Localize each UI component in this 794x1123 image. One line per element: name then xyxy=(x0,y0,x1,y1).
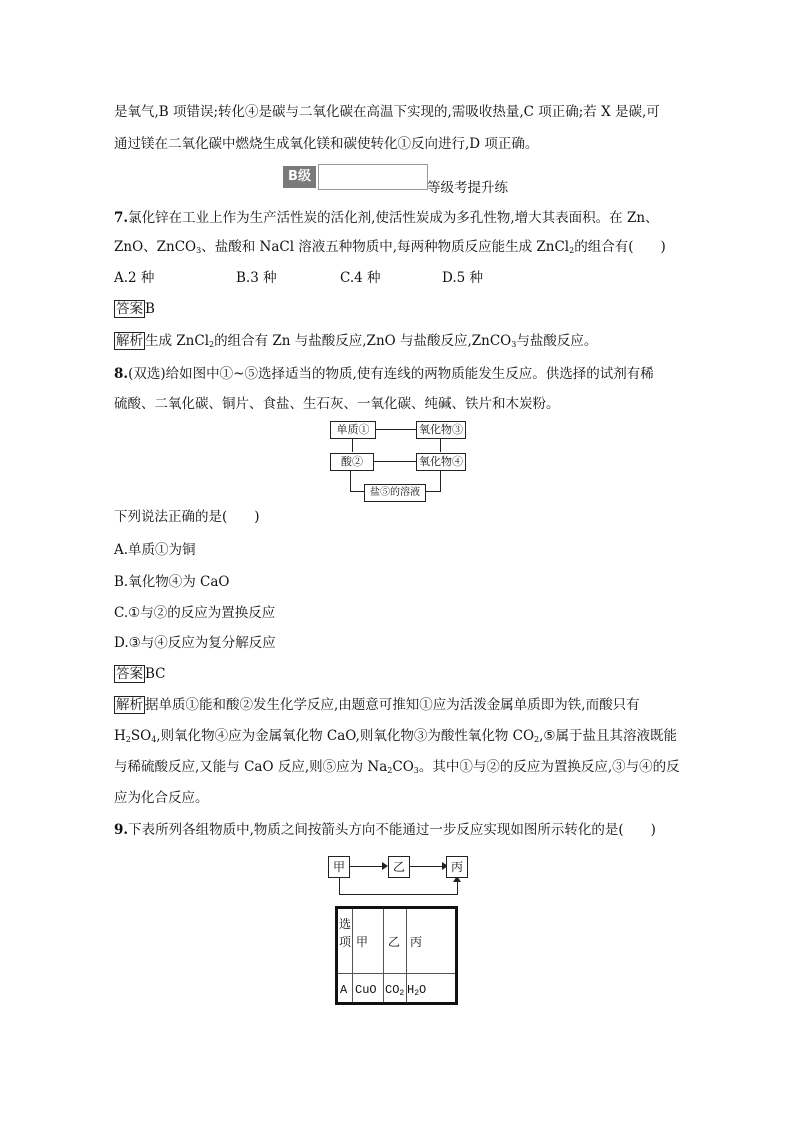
q8-answer: BC xyxy=(145,666,166,682)
table-header-bing: 丙 xyxy=(410,935,423,949)
q8-line-oxide4-down xyxy=(440,470,441,492)
table-header-option: 选项 xyxy=(339,917,352,949)
q7-answer-label: 答案 xyxy=(116,301,143,317)
q7-stem-b3: 的组合有( ) xyxy=(574,239,666,255)
q8-box-element: 单质① xyxy=(330,421,376,439)
q8-box-acid: 酸② xyxy=(330,453,374,471)
q8-stem-line-2: 硫酸、二氧化碳、铜片、食盐、生石灰、一氧化碳、纯碱、铁片和木炭粉。 xyxy=(114,396,560,412)
q8-box-oxide3: 氧化物③ xyxy=(416,421,466,439)
q8-analysis-line-4: 应为化合反应。 xyxy=(114,790,209,806)
q9-arrow-bottom xyxy=(339,894,457,895)
q7-option-d[interactable]: D.5 种 xyxy=(442,270,484,286)
q8-analysis-line-3 xyxy=(114,757,680,781)
q7-analysis-a: 生成 ZnCl xyxy=(145,333,210,349)
q8-analysis-l2sub3: 2 xyxy=(534,735,540,744)
q7-analysis-sub1: 2 xyxy=(209,340,215,349)
q8-box-oxide4: 氧化物④ xyxy=(416,453,466,471)
q7-option-b[interactable]: B.3 种 xyxy=(236,270,277,286)
q8-box-salt: 盐⑤的溶液 xyxy=(364,484,426,502)
q8-option-c[interactable]: C.①与②的反应为置换反应 xyxy=(114,605,276,621)
q8-stem-a: (双选)给如图中①~⑤选择适当的物质,使有连线的两物质能发生反应。供选择的试剂有稀 xyxy=(128,366,654,382)
level-title: 等级考提升练 xyxy=(427,180,508,196)
q8-option-a[interactable]: A.单质①为铜 xyxy=(114,542,196,558)
q9-box-bing: 丙 xyxy=(446,856,468,878)
q9-options-table xyxy=(335,906,458,1005)
q8-line-acid-down xyxy=(350,470,351,492)
q8-line-oxide3-oxide4 xyxy=(440,438,441,452)
q8-analysis-l2sub2: 4 xyxy=(151,735,157,744)
level-badge: B级 xyxy=(283,166,316,188)
q8-line-element-acid xyxy=(352,438,353,452)
q8-analysis-l2c: ,则氧化物④应为金属氧化物 CaO,则氧化物③为酸性氧化物 CO xyxy=(156,728,535,744)
q7-stem-line-1 xyxy=(114,208,659,228)
table-row-a-bing xyxy=(407,983,426,998)
table-row-a-bing-a: H xyxy=(407,983,415,997)
q8-line-acid-oxide4 xyxy=(372,461,416,462)
q8-analysis-l3b: CO xyxy=(392,759,414,775)
q8-analysis-l3sub1: 2 xyxy=(387,766,393,775)
q8-answer-label: 答案 xyxy=(116,666,143,682)
q8-analysis-l2d: ,⑤属于盐且其溶液既能 xyxy=(539,728,678,744)
q9-stem-text: 下表所列各组物质中,物质之间按箭头方向不能通过一步反应实现如图所示转化的是( ) xyxy=(128,822,656,838)
q7-stem-b: ZnO、ZnCO xyxy=(114,239,197,255)
q8-answer-line xyxy=(114,664,166,684)
table-row-a-yi xyxy=(385,983,404,998)
table-row-a-option: A xyxy=(340,983,348,997)
table-header-jia: 甲 xyxy=(356,935,369,949)
q8-analysis-label: 解析 xyxy=(116,697,143,713)
q7-stem-b2: 、盐酸和 NaCl 溶液五种物质中,每两种物质反应能生成 ZnCl xyxy=(201,239,570,255)
q7-sub2: 2 xyxy=(569,246,575,255)
table-row-a-jia: CuO xyxy=(355,983,377,997)
q9-box-yi: 乙 xyxy=(388,856,410,878)
q7-analysis-line xyxy=(114,331,597,355)
q9-arrow-a-down xyxy=(339,876,340,895)
q7-analysis-c: 与盐酸反应。 xyxy=(516,333,598,349)
q8-analysis-l3a: 与稀硫酸反应,又能与 CaO 反应,则⑤应为 Na xyxy=(114,759,388,775)
table-divider xyxy=(338,973,455,974)
q8-line-to-salt-right xyxy=(424,491,441,492)
q9-arrow-a-b-line xyxy=(350,866,386,867)
table-header-yi: 乙 xyxy=(388,935,401,949)
q8-analysis-l3c: 。其中①与②的反应为置换反应,③与④的反 xyxy=(418,759,680,775)
level-box xyxy=(318,164,428,190)
q7-analysis-b: 的组合有 Zn 与盐酸反应,ZnO 与盐酸反应,ZnCO xyxy=(214,333,512,349)
q7-option-a[interactable]: A.2 种 xyxy=(114,270,155,286)
q7-stem-a: 氯化锌在工业上作为生产活性炭的活化剂,使活性炭成为多孔性物,增大其表面积。在 Zn、 xyxy=(128,210,659,226)
q8-analysis-l3sub2: 3 xyxy=(413,766,419,775)
q8-analysis-l2sub1: 2 xyxy=(125,735,131,744)
q9-box-jia: 甲 xyxy=(328,856,350,878)
table-row-a-yi-main: CO xyxy=(385,983,400,997)
table-divider xyxy=(352,909,353,1002)
q9-stem xyxy=(114,820,656,840)
table-row-a-bing-sub: 2 xyxy=(414,989,420,998)
q8-analysis-line-2 xyxy=(114,726,677,750)
q8-stem-line-1 xyxy=(114,364,654,384)
q9-arrow-b-c-line xyxy=(410,866,446,867)
q7-analysis-label: 解析 xyxy=(116,333,143,349)
q8-option-d[interactable]: D.③与④反应为复分解反应 xyxy=(114,635,276,651)
q8-analysis-l2b: SO xyxy=(130,728,152,744)
q7-number: 7. xyxy=(114,210,129,226)
q7-answer: B xyxy=(145,301,155,317)
paragraph-line-1: 是氧气,B 项错误;转化④是碳与二氧化碳在高温下实现的,需吸收热量,C 项正确;若 X 是碳,可 xyxy=(114,104,660,120)
q8-analysis-l2a: H xyxy=(114,728,126,744)
q7-option-c[interactable]: C.4 种 xyxy=(340,270,381,286)
table-row-a-bing-b: O xyxy=(419,983,427,997)
q7-answer-line xyxy=(114,299,155,319)
q8-number: 8. xyxy=(114,366,129,382)
q7-sub: 3 xyxy=(196,246,202,255)
q8-analysis-l1: 据单质①能和酸②发生化学反应,由题意可推知①应为活泼金属单质即为铁,而酸只有 xyxy=(145,697,640,713)
q8-analysis-line-1 xyxy=(114,695,640,715)
q8-question: 下列说法正确的是( ) xyxy=(114,509,260,525)
q8-line-to-salt-left xyxy=(350,491,364,492)
q7-stem-line-2 xyxy=(114,237,666,261)
table-row-a-yi-sub: 2 xyxy=(399,989,405,998)
paragraph-line-2: 通过镁在二氧化碳中燃烧生成氧化镁和碳使转化①反向进行,D 项正确。 xyxy=(114,136,539,152)
q9-number: 9. xyxy=(114,822,129,838)
q8-option-b[interactable]: B.氧化物④为 CaO xyxy=(114,574,230,590)
q7-analysis-sub2: 3 xyxy=(511,340,517,349)
table-divider xyxy=(383,909,384,1002)
level-banner xyxy=(283,164,513,194)
